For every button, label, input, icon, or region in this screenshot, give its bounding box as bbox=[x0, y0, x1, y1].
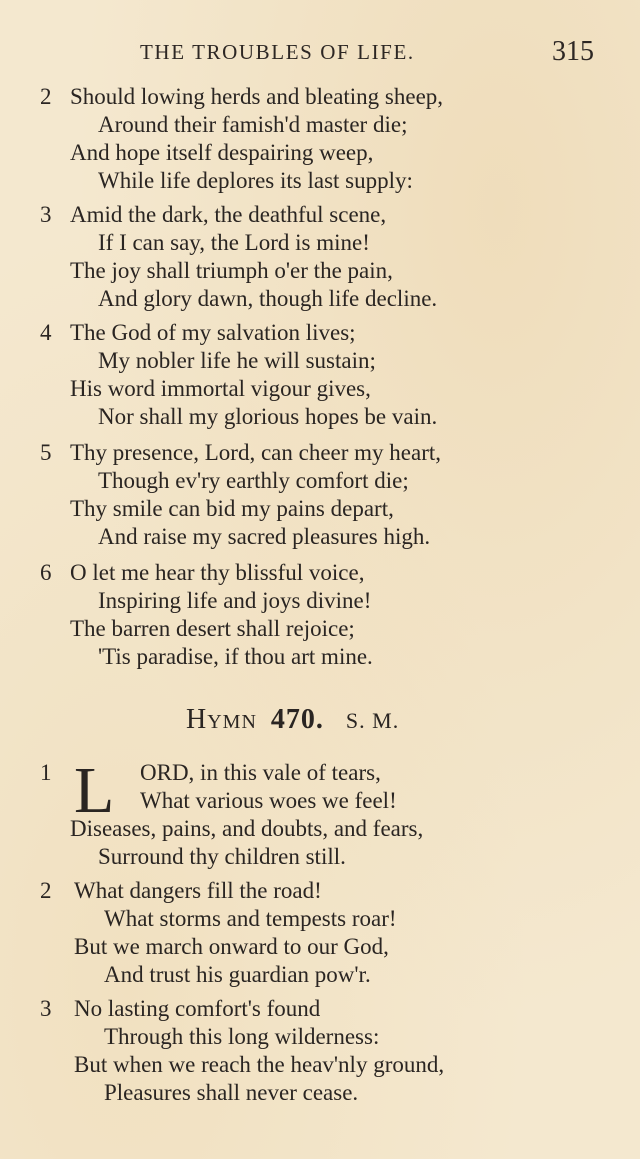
running-head bbox=[0, 36, 640, 76]
verse-line: If I can say, the Lord is mine! bbox=[98, 230, 370, 255]
verse-line: The joy shall triumph o'er the pain, bbox=[70, 258, 393, 283]
verse-line: What dangers fill the road! bbox=[74, 878, 322, 903]
hymn-word: Hymn bbox=[186, 704, 257, 735]
verse-line: What various woes we feel! bbox=[140, 788, 397, 813]
verse-line: No lasting comfort's found bbox=[74, 996, 321, 1021]
verse-line: And trust his guardian pow'r. bbox=[104, 962, 371, 987]
verse-line: But we march onward to our God, bbox=[74, 934, 389, 959]
drop-cap-letter: L bbox=[74, 754, 115, 827]
stanza-number: 3 bbox=[40, 996, 52, 1021]
running-title: THE TROUBLES OF LIFE. bbox=[140, 40, 415, 64]
stanza-number: 5 bbox=[40, 440, 52, 465]
stanza-number: 1 bbox=[40, 760, 52, 785]
verse-line: The God of my salvation lives; bbox=[70, 320, 356, 345]
verse-line: Surround thy children still. bbox=[98, 844, 346, 869]
verse-line: Through this long wilderness: bbox=[104, 1024, 380, 1049]
verse-line: Diseases, pains, and doubts, and fears, bbox=[70, 816, 424, 841]
verse-line: O let me hear thy blissful voice, bbox=[70, 560, 365, 585]
verse-line: Inspiring life and joys divine! bbox=[98, 588, 372, 613]
hymn-heading bbox=[186, 704, 399, 736]
verse-line: Should lowing herds and bleating sheep, bbox=[70, 84, 444, 109]
stanza-number: 2 bbox=[40, 878, 52, 903]
hymn-metre: S. M. bbox=[345, 708, 400, 733]
stanza-number: 6 bbox=[40, 560, 52, 585]
hymn-number: 470. bbox=[270, 704, 324, 735]
verse-line: And hope itself despairing weep, bbox=[70, 140, 374, 165]
verse-line: Nor shall my glorious hopes be vain. bbox=[98, 404, 438, 429]
verse-line: What storms and tempests roar! bbox=[104, 906, 397, 931]
stanza-number: 2 bbox=[40, 84, 52, 109]
verse-line: The barren desert shall rejoice; bbox=[70, 616, 355, 641]
verse-line: His word immortal vigour gives, bbox=[70, 376, 371, 401]
verse-line: ORD, in this vale of tears, bbox=[140, 760, 381, 785]
stanza-number: 4 bbox=[40, 320, 52, 345]
verse-line: Amid the dark, the deathful scene, bbox=[70, 202, 387, 227]
verse-line: Though ev'ry earthly comfort die; bbox=[98, 468, 409, 493]
stanza-number: 3 bbox=[40, 202, 52, 227]
verse-line: Thy smile can bid my pains depart, bbox=[70, 496, 394, 521]
verse-line: But when we reach the heav'nly ground, bbox=[74, 1052, 445, 1077]
verse-line: Pleasures shall never cease. bbox=[104, 1080, 359, 1105]
verse-line: While life deplores its last supply: bbox=[98, 168, 413, 193]
page-number: 315 bbox=[552, 36, 594, 67]
verse-line: My nobler life he will sustain; bbox=[98, 348, 376, 373]
verse-line: Thy presence, Lord, can cheer my heart, bbox=[70, 440, 442, 465]
verse-line: Around their famish'd master die; bbox=[98, 112, 408, 137]
verse-line: And raise my sacred pleasures high. bbox=[98, 524, 431, 549]
verse-line: 'Tis paradise, if thou art mine. bbox=[98, 644, 373, 669]
verse-line: And glory dawn, though life decline. bbox=[98, 286, 438, 311]
